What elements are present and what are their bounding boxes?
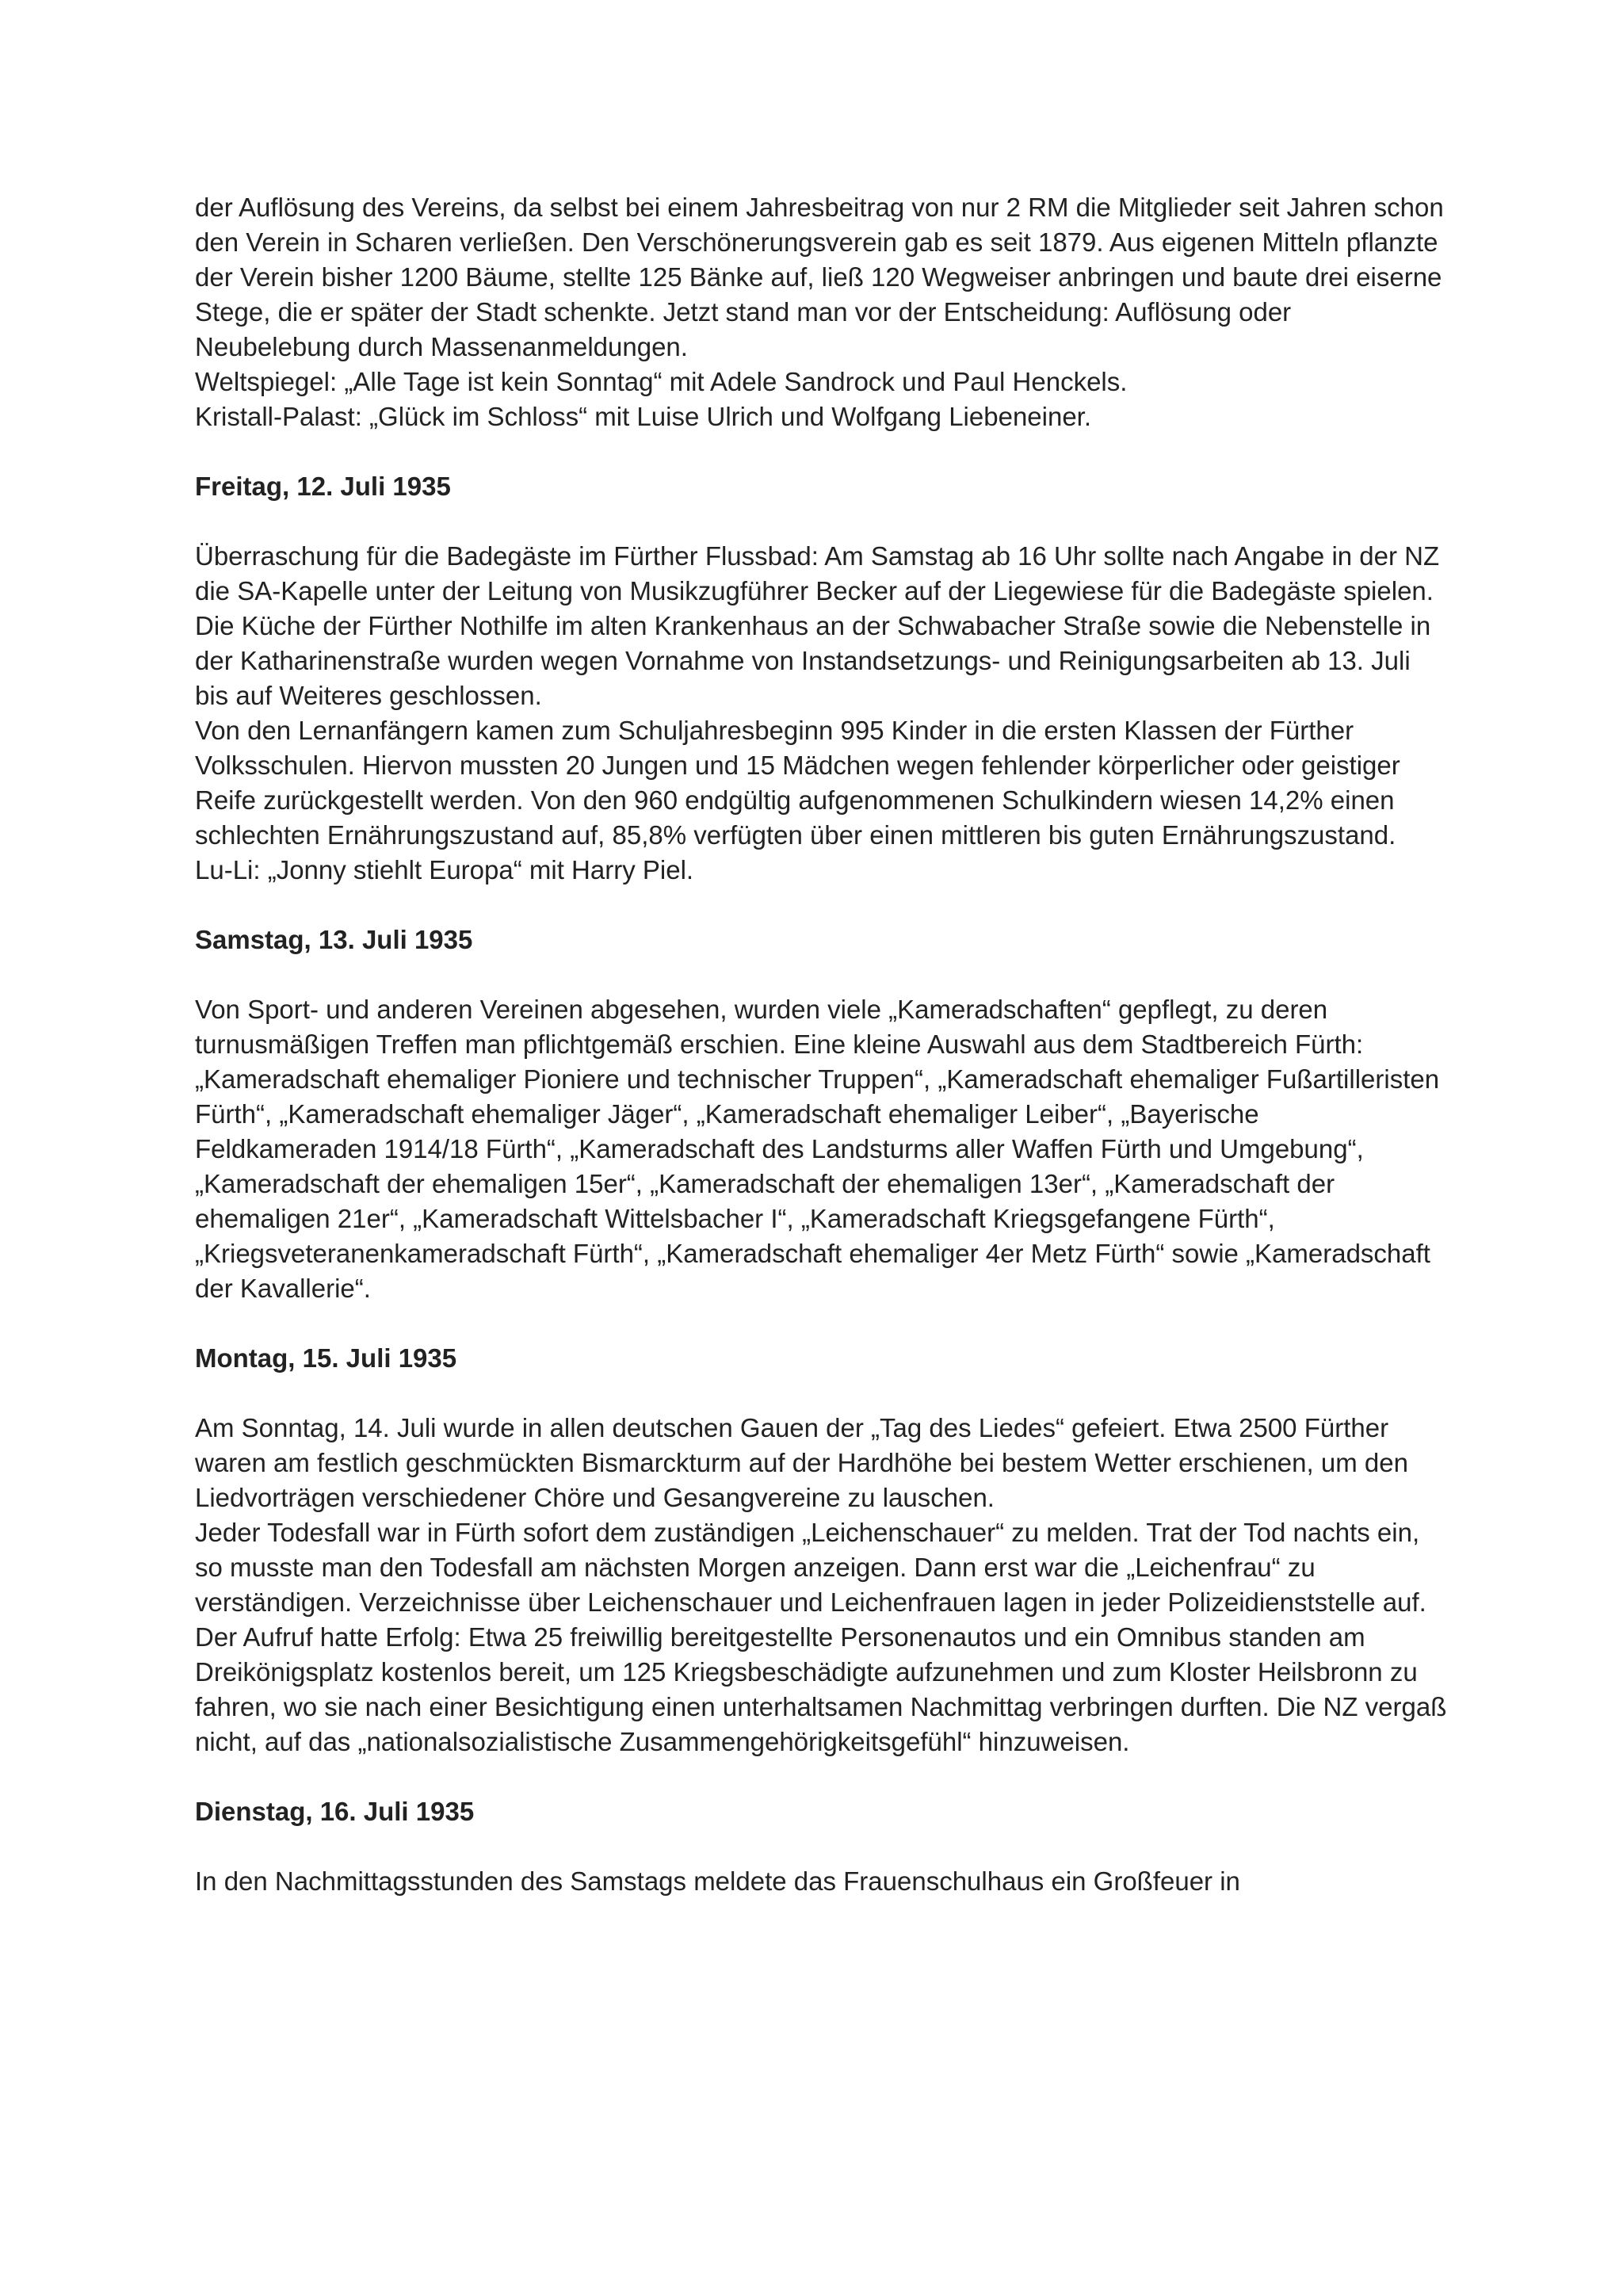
date-heading: Dienstag, 16. Juli 1935	[195, 1797, 475, 1826]
paragraph: Von Sport- und anderen Vereinen abgesehen, wurden viele „Kameradschaften“ gepflegt, zu deren turnusmäßigen Treffen man pflichtgemäß erschien. Eine kleine Auswahl aus dem Stadtbereich Fürth: „Kameradschaft ehemaliger Pioniere und technischer Truppen“, „Kameradschaft ehemaliger Fußartilleristen Fürth“, „Kameradschaft ehemaliger Jäger“, „Kameradschaft ehemaliger Leiber“, „Bayerische Feldkameraden 1914/18 Fürth“, „Kameradschaft des Landsturms aller Waffen Fürth und Umgebung“, „Kameradschaft der ehemaligen 15er“, „Kameradschaft der ehemaligen 13er“, „Kameradschaft der ehemaligen 21er“, „Kameradschaft Wittelsbacher I“, „Kameradschaft Kriegsgefangene Fürth“, „Kriegsveteranenkameradschaft Fürth“, „Kameradschaft ehemaliger 4er Metz Fürth“ sowie „Kameradschaft der Kavallerie“.	[195, 995, 1440, 1303]
paragraph: Die Küche der Fürther Nothilfe im alten Krankenhaus an der Schwabacher Straße sowie die Nebenstelle in der Katharinenstraße wurden wegen Vornahme von Instandsetzungs- und Reinigungsarbeiten ab 13. Juli bis auf Weiteres geschlossen.	[195, 611, 1431, 710]
date-heading: Montag, 15. Juli 1935	[195, 1343, 457, 1373]
heading-gap	[195, 1376, 1447, 1411]
heading-gap	[195, 957, 1447, 992]
date-heading: Freitag, 12. Juli 1935	[195, 472, 451, 501]
section-gap	[195, 1306, 1447, 1341]
paragraph: Von den Lernanfängern kamen zum Schuljahresbeginn 995 Kinder in die ersten Klassen der Fürther Volksschulen. Hiervon mussten 20 Jungen und 15 Mädchen wegen fehlender körperlicher oder geistiger Reife zurückgestellt werden. Von den 960 endgültig aufgenommenen Schulkindern wiesen 14,2% einen schlechten Ernährungszustand auf, 85,8% verfügten über einen mittleren bis guten Ernährungszustand.	[195, 716, 1400, 850]
section-gap	[195, 434, 1447, 469]
section-samstag-13-juli	[195, 923, 1447, 1306]
paragraph-weltspiegel: Weltspiegel: „Alle Tage ist kein Sonntag“ mit Adele Sandrock und Paul Henckels.	[195, 367, 1128, 396]
intro-section	[195, 190, 1447, 434]
paragraph-verschoenerungsverein: der Auflösung des Vereins, da selbst bei einem Jahresbeitrag von nur 2 RM die Mitglieder seit Jahren schon den Verein in Scharen verließen. Den Verschönerungsverein gab es seit 1879. Aus eigenen Mitteln pflanzte der Verein bisher 1200 Bäume, stellte 125 Bänke auf, ließ 120 Wegweiser anbringen und baute drei eiserne Stege, die er später der Stadt schenkte. Jetzt stand man vor der Entscheidung: Auflösung oder Neubelebung durch Massenanmeldungen.	[195, 193, 1444, 361]
section-montag-15-juli	[195, 1341, 1447, 1759]
heading-gap	[195, 504, 1447, 539]
paragraph: Am Sonntag, 14. Juli wurde in allen deutschen Gauen der „Tag des Liedes“ gefeiert. Etwa 2500 Fürther waren am festlich geschmückten Bismarckturm auf der Hardhöhe bei bestem Wetter erschienen, um den Liedvorträgen verschiedener Chöre und Gesangvereine zu lauschen.	[195, 1413, 1408, 1512]
paragraph: Überraschung für die Badegäste im Fürther Flussbad: Am Samstag ab 16 Uhr sollte nach Angabe in der NZ die SA-Kapelle unter der Leitung von Musikzugführer Becker auf der Liegewiese für die Badegäste spielen.	[195, 541, 1440, 606]
paragraph: Der Aufruf hatte Erfolg: Etwa 25 freiwillig bereitgestellte Personenautos und ein Omnibus standen am Dreikönigsplatz kostenlos bereit, um 125 Kriegsbeschädigte aufzunehmen und zum Kloster Heilsbronn zu fahren, wo sie nach einer Besichtigung einen unterhaltsamen Nachmittag verbringen durften. Die NZ vergaß nicht, auf das „nationalsozialistische Zusammengehörigkeitsgefühl“ hinzuweisen.	[195, 1622, 1447, 1756]
paragraph-kristall-palast: Kristall-Palast: „Glück im Schloss“ mit Luise Ulrich und Wolfgang Liebeneiner.	[195, 402, 1092, 431]
section-freitag-12-juli	[195, 469, 1447, 888]
paragraph: Jeder Todesfall war in Fürth sofort dem zuständigen „Leichenschauer“ zu melden. Trat der Tod nachts ein, so musste man den Todesfall am nächsten Morgen anzeigen. Dann erst war die „Leichenfrau“ zu verständigen. Verzeichnisse über Leichenschauer und Leichenfrauen lagen in jeder Polizeidienststelle auf.	[195, 1518, 1426, 1617]
section-dienstag-16-juli	[195, 1794, 1447, 1899]
section-gap	[195, 888, 1447, 923]
document-page	[195, 190, 1447, 1899]
paragraph: In den Nachmittagsstunden des Samstags meldete das Frauenschulhaus ein Großfeuer in	[195, 1866, 1240, 1896]
section-gap	[195, 1759, 1447, 1794]
heading-gap	[195, 1829, 1447, 1864]
date-heading: Samstag, 13. Juli 1935	[195, 925, 473, 954]
paragraph: Lu-Li: „Jonny stiehlt Europa“ mit Harry Piel.	[195, 855, 694, 884]
